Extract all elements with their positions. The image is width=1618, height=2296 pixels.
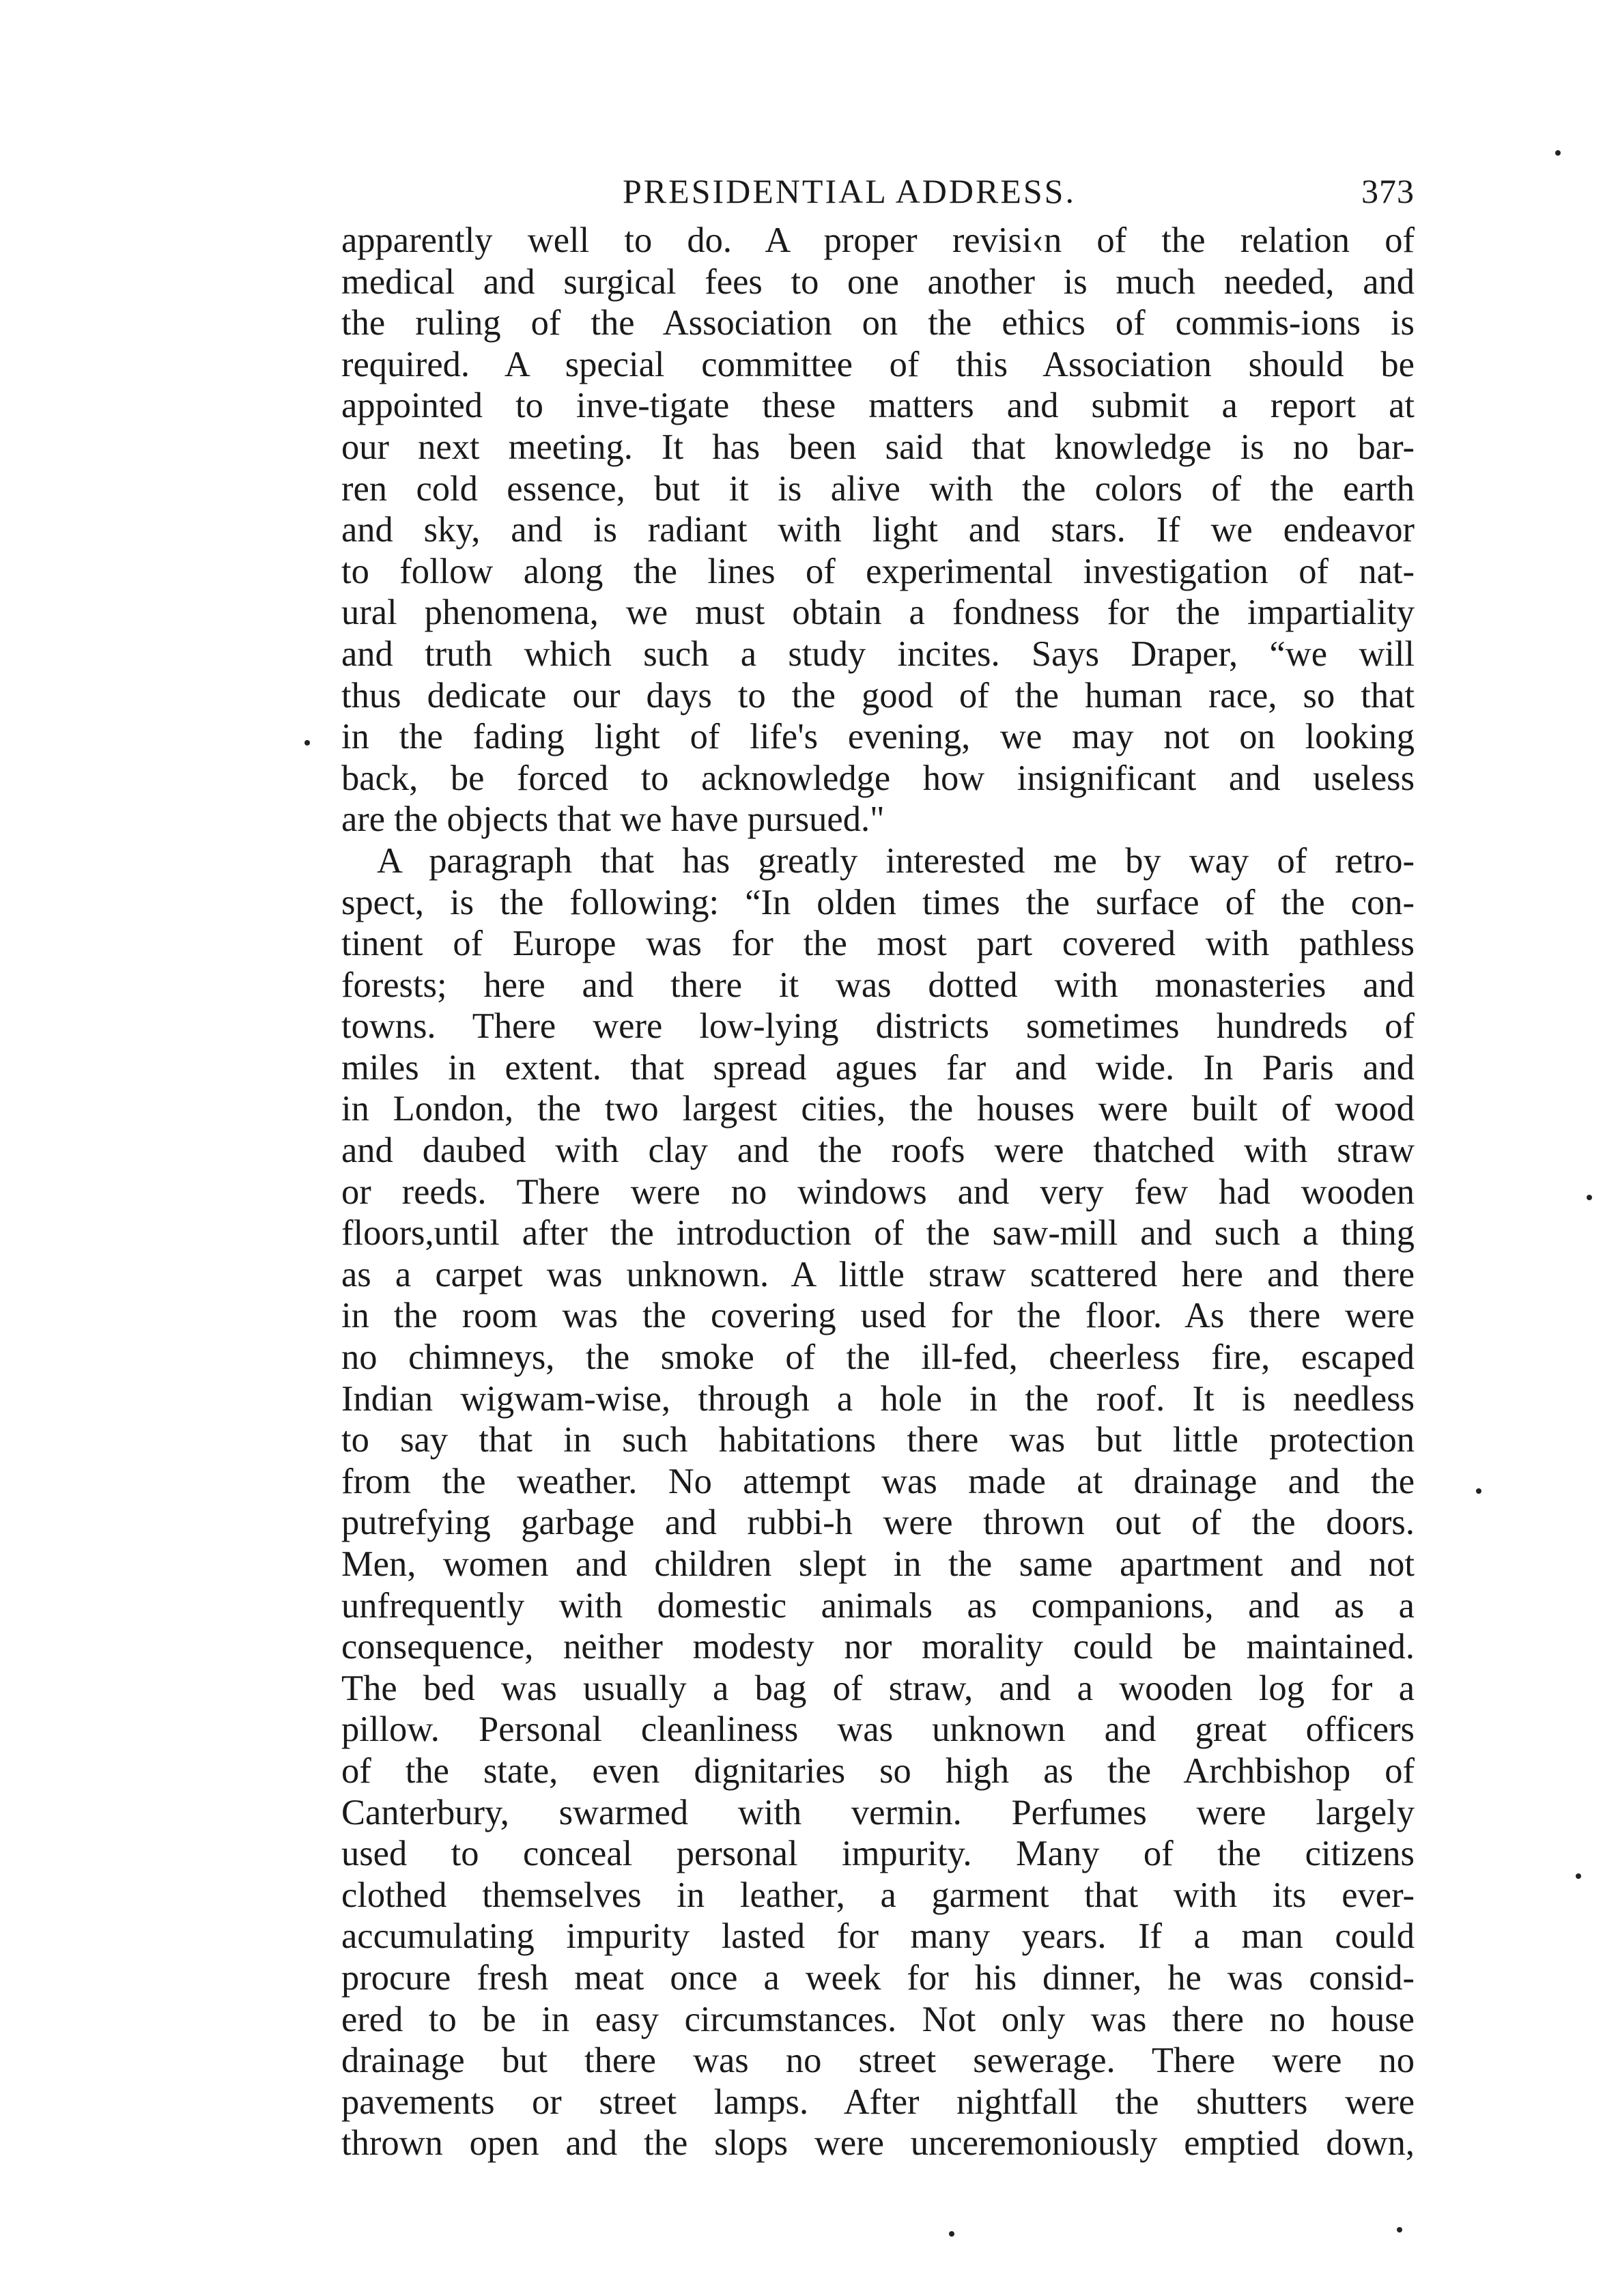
text-line: medical and surgical fees to one another is much needed, and [341, 261, 1415, 302]
text-line: Indian wigwam-wise, through a hole in the roof. It is needless [341, 1378, 1415, 1419]
text-line: putrefying garbage and rubbi-h were thrown out of the doors. [341, 1503, 1415, 1543]
text-line: in London, the two largest cities, the houses were built of wood [341, 1089, 1415, 1129]
text-line: The bed was usually a bag of straw, and a wooden log for a [341, 1668, 1415, 1708]
text-line: floors,until after the introduction of the saw-mill and such a thing [341, 1213, 1415, 1253]
text-line: tinent of Europe was for the most part covered with pathless [341, 924, 1415, 964]
text-line: towns. There were low-lying districts sometimes hundreds of [341, 1006, 1415, 1047]
text-line: required. A special committee of this Association should be [341, 344, 1415, 384]
text-line: of the state, even dignitaries so high as the Archbishop of [341, 1751, 1415, 1791]
text-line: used to conceal personal impurity. Many of the citizens [341, 1834, 1415, 1874]
text-line: procure fresh meat once a week for his dinner, he was consid- [341, 1957, 1415, 1998]
text-line: and truth which such a study incites. Says Draper, “we will [341, 634, 1415, 674]
text-line: accumulating impurity lasted for many years. If a man could [341, 1916, 1415, 1957]
text-line: our next meeting. It has been said that knowledge is no bar- [341, 427, 1415, 467]
scan-speck [1587, 1195, 1592, 1200]
text-line: are the objects that we have pursued." [341, 799, 885, 840]
scan-speck [1397, 2227, 1402, 2233]
text-line: to follow along the lines of experimental investigation of nat- [341, 551, 1415, 591]
text-line: spect, is the following: “In olden times the surface of the con- [341, 882, 1415, 922]
scan-speck [1476, 1488, 1481, 1494]
text-line: clothed themselves in leather, a garment that with its ever- [341, 1875, 1415, 1915]
scan-speck [304, 740, 310, 746]
page-number: 373 [1361, 172, 1415, 210]
text-line: drainage but there was no street sewerage. There were no [341, 2041, 1415, 2081]
text-line: in the fading light of life's evening, we may not on looking [341, 717, 1415, 757]
text-line: Men, women and children slept in the same apartment and not [341, 1544, 1415, 1584]
text-line: Canterbury, swarmed with vermin. Perfumes were largely [341, 1792, 1415, 1832]
text-line: forests; here and there it was dotted with monasteries and [341, 965, 1415, 1005]
text-line: thus dedicate our days to the good of the human race, so that [341, 675, 1415, 715]
text-line: pillow. Personal cleanliness was unknown and great officers [341, 1710, 1415, 1750]
text-line: pavements or street lamps. After nightfall the shutters were [341, 2082, 1415, 2122]
text-line: to say that in such habitations there was but little protection [341, 1420, 1415, 1460]
text-line: in the room was the covering used for the floor. As there were [341, 1296, 1415, 1336]
scan-speck [1576, 1873, 1581, 1879]
text-line: appointed to inve-tigate these matters and submit a report at [341, 386, 1415, 426]
text-line: back, be forced to acknowledge how insignificant and useless [341, 758, 1415, 798]
text-line: and daubed with clay and the roofs were thatched with straw [341, 1131, 1415, 1171]
scan-speck [1555, 150, 1561, 156]
body-text [341, 220, 1415, 2164]
text-line: no chimneys, the smoke of the ill-fed, cheerless fire, escaped [341, 1337, 1415, 1378]
scan-speck [949, 2231, 954, 2237]
text-line: A paragraph that has greatly interested me by way of retro- [377, 840, 1415, 881]
text-line: ural phenomena, we must obtain a fondness for the impartiality [341, 593, 1415, 633]
running-title: PRESIDENTIAL ADDRESS. [623, 172, 1076, 210]
running-head [623, 164, 1415, 218]
text-line: apparently well to do. A proper revisi‹n of the relation of [341, 221, 1415, 260]
text-line: as a carpet was unknown. A little straw scattered here and there [341, 1254, 1415, 1294]
text-line: unfrequently with domestic animals as companions, and as a [341, 1585, 1415, 1626]
text-line: and sky, and is radiant with light and stars. If we endeavor [341, 510, 1415, 550]
text-line: ered to be in easy circumstances. Not only was there no house [341, 1999, 1415, 2039]
text-line: from the weather. No attempt was made at drainage and the [341, 1461, 1415, 1501]
text-line: thrown open and the slops were unceremoniously emptied down, [341, 2123, 1415, 2164]
text-line: the ruling of the Association on the ethics of commis-ions is [341, 303, 1415, 343]
text-line: or reeds. There were no windows and very few had wooden [341, 1172, 1415, 1212]
text-line: ren cold essence, but it is alive with the colors of the earth [341, 468, 1415, 509]
text-line: miles in extent. that spread agues far and wide. In Paris and [341, 1047, 1415, 1088]
text-line: consequence, neither modesty nor morality could be maintained. [341, 1627, 1415, 1667]
